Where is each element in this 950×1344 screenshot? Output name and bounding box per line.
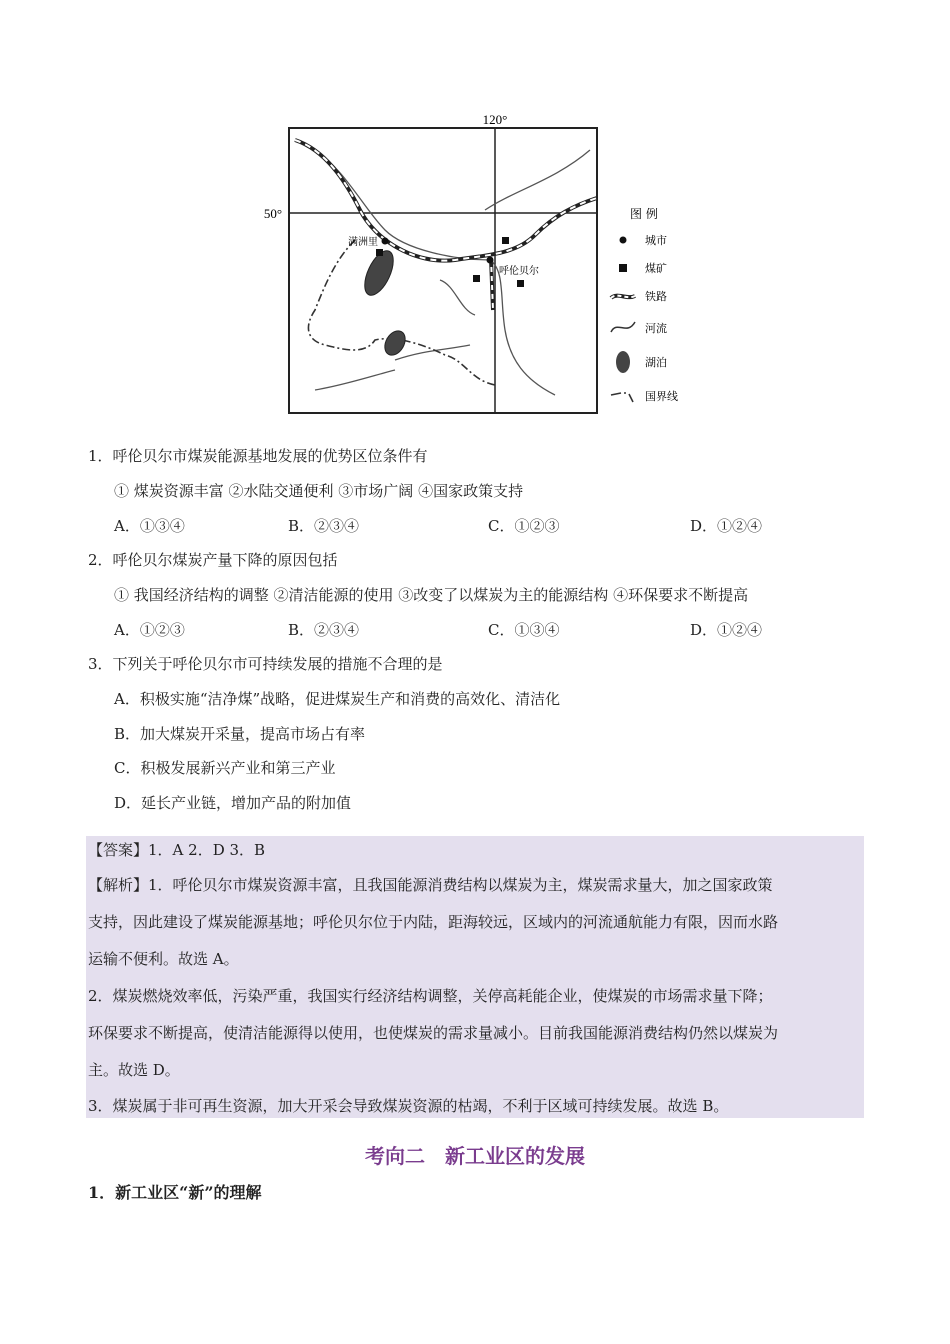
question-3-stem: 3．下列关于呼伦贝尔市可持续发展的措施不合理的是 [88, 655, 443, 673]
analysis-line: 3．煤炭属于非可再生资源，加大开采会导致煤炭资源的枯竭，不利于区域可持续发展。故选 B。 [88, 1097, 729, 1115]
analysis-line: 运输不便利。故选 A。 [88, 950, 239, 968]
city-dot-manzhouli [382, 238, 389, 245]
question-1-items: ① 煤炭资源丰富 ②水陆交通便利 ③市场广阔 ④国家政策支持 [114, 482, 524, 500]
section-title: 考向二 新工业区的发展 [365, 1144, 585, 1168]
analysis-line: 2．煤炭燃烧效率低，污染严重，我国实行经济结构调整，关停高耗能企业，使煤炭的市场需求量下降； [88, 987, 773, 1005]
coal-mine [517, 280, 524, 287]
legend-river-symbol [611, 322, 635, 332]
legend-city-symbol [620, 237, 627, 244]
lon-label: 120° [482, 112, 508, 127]
city-label-manzhouli: 满洲里 [348, 237, 378, 248]
q2-choice-b[interactable]: B．②③④ [288, 621, 360, 639]
q2-choice-c[interactable]: C．①③④ [488, 621, 560, 639]
lat-label: 50° [263, 206, 283, 221]
coal-mine [502, 237, 509, 244]
question-2-items: ① 我国经济结构的调整 ②清洁能源的使用 ③改变了以煤炭为主的能源结构 ④环保要求不断提高 [114, 586, 749, 604]
q1-choice-a[interactable]: A．①③④ [114, 517, 185, 535]
legend-lake: 湖泊 [645, 356, 667, 369]
legend-title: 图 例 [630, 207, 658, 221]
coal-mine [376, 249, 383, 256]
map-legend [611, 206, 678, 403]
legend-border: 国界线 [645, 390, 678, 403]
analysis-line: 环保要求不断提高，使清洁能源得以使用，也使煤炭的需求量减小。目前我国能源消费结构仍然以煤炭为 [88, 1024, 779, 1042]
section-subtitle: 1．新工业区“新”的理解 [88, 1183, 262, 1202]
analysis-line: 【解析】1．呼伦贝尔市煤炭资源丰富，且我国能源消费结构以煤炭为主，煤炭需求量大，加之国家政策 [88, 876, 773, 894]
legend-city: 城市 [645, 234, 667, 247]
city-label-hulunbuir: 呼伦贝尔 [499, 266, 539, 277]
legend-lake-symbol [616, 351, 630, 373]
question-1-stem: 1．呼伦贝尔市煤炭能源基地发展的优势区位条件有 [88, 447, 428, 465]
legend-river: 河流 [645, 322, 667, 335]
q1-choice-c[interactable]: C．①②③ [488, 517, 560, 535]
question-2-stem: 2．呼伦贝尔煤炭产量下降的原因包括 [88, 551, 338, 569]
coal-mine [473, 275, 480, 282]
legend-rail: 铁路 [645, 290, 667, 303]
city-dot-hulunbuir [487, 257, 494, 264]
q3-option-a[interactable]: A．积极实施“洁净煤”战略，促进煤炭生产和消费的高效化、清洁化 [114, 690, 561, 708]
q1-choice-b[interactable]: B．②③④ [288, 517, 360, 535]
analysis-line: 支持，因此建设了煤炭能源基地；呼伦贝尔位于内陆，距海较远，区域内的河流通航能力有限，因而水路 [88, 913, 779, 931]
legend-border-symbol [611, 393, 633, 402]
legend-coal: 煤矿 [645, 262, 667, 275]
answer-key: 【答案】1．A 2．D 3．B [88, 841, 266, 859]
q2-choice-d[interactable]: D．①②④ [690, 621, 763, 639]
map-svg [255, 110, 700, 420]
legend-coal-symbol [619, 264, 627, 272]
q3-option-c[interactable]: C．积极发展新兴产业和第三产业 [114, 759, 336, 777]
analysis-line: 主。故选 D。 [88, 1061, 180, 1079]
q1-choice-d[interactable]: D．①②④ [690, 517, 763, 535]
q3-option-b[interactable]: B．加大煤炭开采量，提高市场占有率 [114, 725, 366, 743]
q2-choice-a[interactable]: A．①②③ [114, 621, 185, 639]
q3-option-d[interactable]: D．延长产业链，增加产品的附加值 [114, 794, 352, 812]
map-figure [255, 110, 700, 420]
